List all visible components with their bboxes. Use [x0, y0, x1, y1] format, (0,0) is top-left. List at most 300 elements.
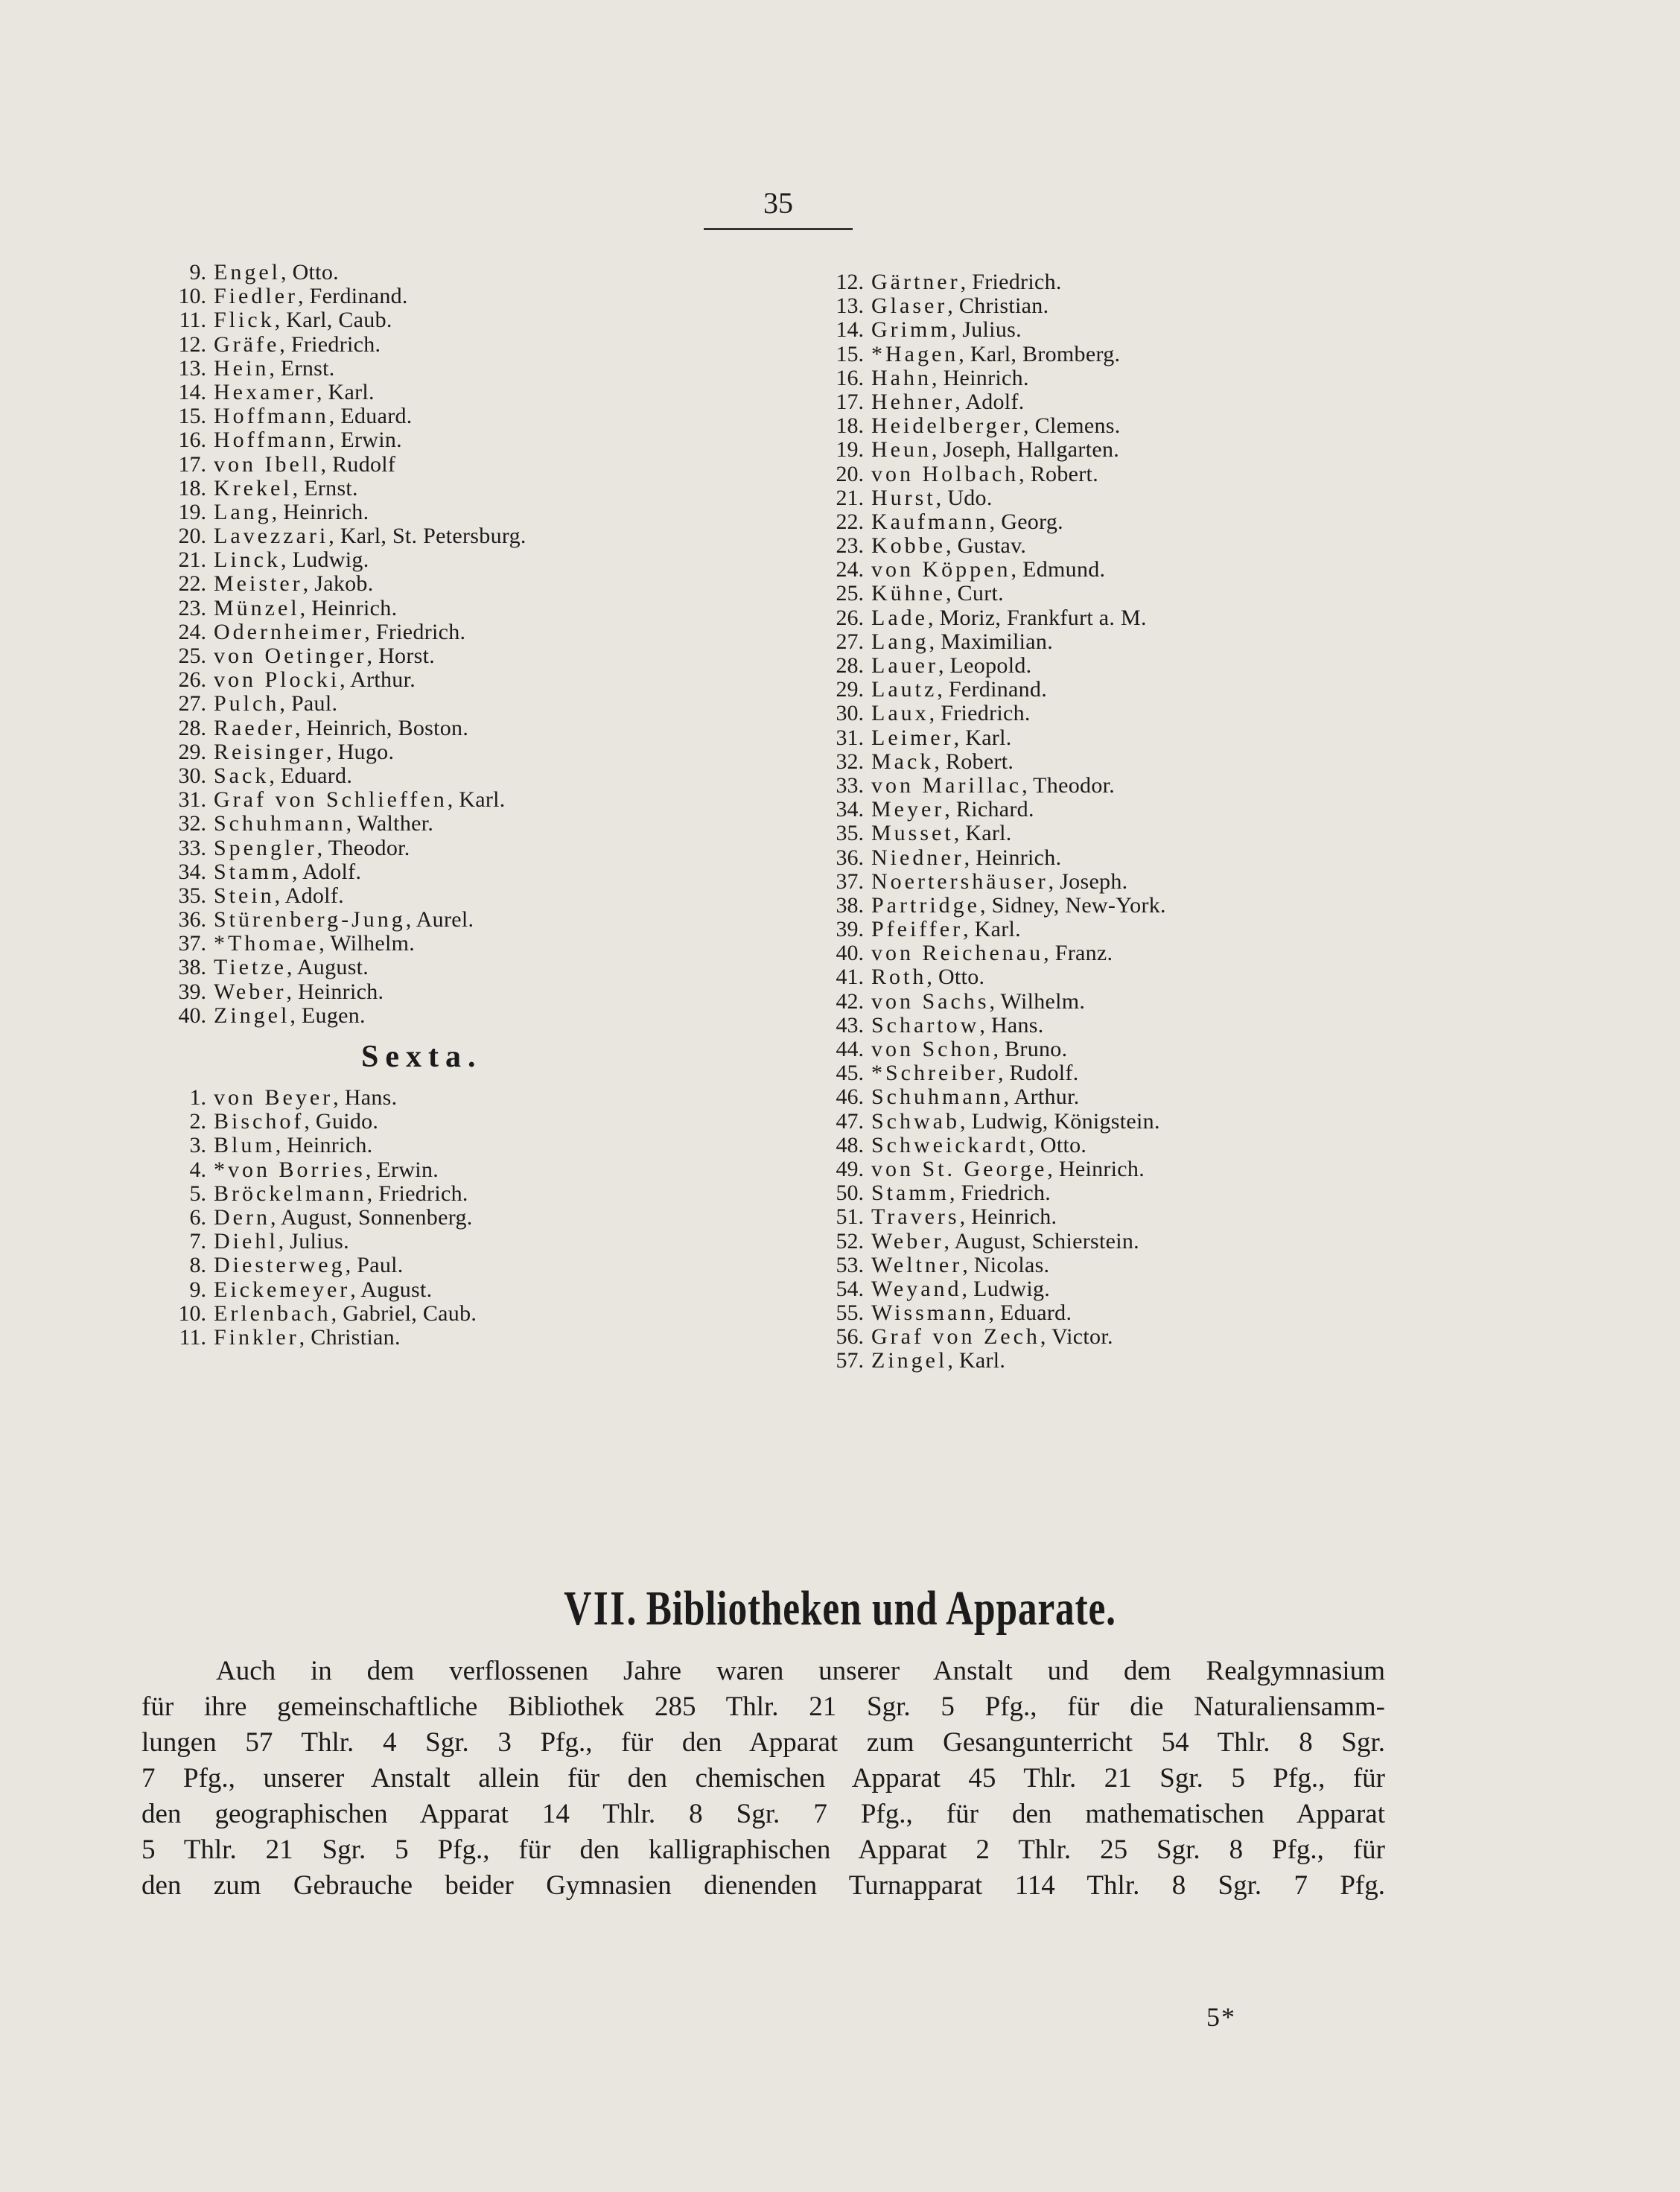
student-details: , Hugo.	[325, 739, 395, 764]
student-name: Hoffmann	[214, 404, 329, 429]
student-details: , Christian.	[299, 1324, 401, 1350]
item-number: 1.	[189, 1085, 206, 1110]
student-name: von Plocki	[214, 667, 340, 693]
student-name: Dern	[214, 1204, 270, 1230]
student-details: , Joseph.	[1048, 868, 1128, 894]
item-number: 14.	[178, 379, 206, 404]
left-column	[145, 261, 801, 1350]
student-details: , Robert.	[1019, 461, 1098, 486]
item-number: 15.	[836, 341, 864, 366]
list-item	[813, 510, 1528, 534]
item-number: 37.	[836, 868, 864, 894]
item-number: 37.	[178, 931, 206, 956]
list-item	[813, 726, 1528, 750]
student-name: Stamm	[214, 859, 293, 884]
student-name: Hehner	[871, 389, 955, 414]
section-roman-numeral: VII.	[564, 1581, 638, 1636]
list-item	[145, 956, 801, 979]
list-item	[813, 558, 1528, 582]
item-number: 26.	[836, 605, 864, 630]
student-details: , Clemens.	[1023, 413, 1121, 439]
student-name: Roth	[871, 965, 927, 990]
item-number: 11.	[179, 308, 206, 333]
student-details: , Heinrich, Boston.	[294, 715, 469, 740]
body-line: den zum Gebrauche beider Gymnasien dienenden Turnapparat 114 Thlr. 8 Sgr. 7 Pfg.	[141, 1870, 1385, 1901]
student-name: Eickemeyer	[214, 1277, 351, 1302]
student-details: , Bruno.	[993, 1037, 1068, 1061]
list-item	[145, 453, 801, 477]
student-name: Kühne	[871, 581, 946, 606]
item-number: 12.	[178, 331, 206, 357]
student-details: , Karl.	[447, 787, 506, 813]
list-item	[813, 630, 1528, 654]
student-name: Leimer	[871, 725, 954, 750]
student-name: Linck	[214, 547, 281, 573]
student-name: Hurst	[871, 485, 936, 510]
list-item	[813, 1061, 1528, 1085]
list-item	[813, 390, 1528, 414]
item-number: 49.	[836, 1156, 864, 1181]
item-number: 24.	[178, 619, 206, 644]
list-item	[145, 1278, 801, 1302]
list-item	[145, 1110, 801, 1134]
item-number: 29.	[178, 739, 206, 764]
list-item	[145, 932, 801, 956]
item-number: 10.	[178, 1300, 206, 1326]
student-details: , Curt.	[945, 581, 1004, 606]
student-details: , Eduard.	[988, 1300, 1072, 1326]
student-name: Noertershäuser	[871, 868, 1049, 894]
item-number: 38.	[178, 955, 206, 980]
body-line: lungen 57 Thlr. 4 Sgr. 3 Pfg., für den Apparat zum Gesangunterricht 54 Thlr. 8 Sgr.	[141, 1727, 1385, 1758]
item-number: 31.	[178, 787, 206, 813]
student-details: , Paul.	[279, 691, 338, 717]
item-number: 45.	[836, 1061, 864, 1086]
student-details: , Christian.	[947, 293, 1049, 319]
item-number: 23.	[836, 533, 864, 559]
student-details: , Edmund.	[1011, 557, 1106, 582]
list-item	[813, 1085, 1528, 1109]
section-title	[185, 1581, 1495, 1637]
quinta-list-continued	[145, 261, 801, 1028]
item-number: 2.	[189, 1109, 206, 1134]
item-number: 43.	[836, 1012, 864, 1038]
item-number: 36.	[836, 845, 864, 870]
list-item	[145, 1182, 801, 1206]
item-number: 17.	[836, 389, 864, 414]
item-number: 32.	[178, 811, 206, 836]
list-item	[813, 965, 1528, 989]
student-details: , Julius.	[278, 1229, 349, 1254]
item-number: 9.	[189, 1277, 206, 1302]
student-name: Lade	[871, 605, 928, 630]
item-number: 19.	[836, 437, 864, 463]
list-item	[813, 1205, 1528, 1229]
student-details: , Erwin.	[365, 1157, 439, 1182]
list-item	[145, 884, 801, 908]
list-item	[145, 980, 801, 1004]
student-details: , Richard.	[944, 797, 1034, 822]
list-item	[813, 990, 1528, 1014]
item-number: 56.	[836, 1324, 864, 1350]
list-item	[813, 918, 1528, 941]
section-heading: Bibliotheken und Apparate.	[646, 1581, 1116, 1636]
student-details: , Wilhelm.	[319, 931, 416, 956]
item-number: 41.	[836, 965, 864, 990]
student-details: , Hans.	[333, 1085, 398, 1110]
list-item	[145, 620, 801, 644]
student-details: , Theodor.	[1022, 772, 1116, 798]
student-name: von Schon	[871, 1037, 993, 1061]
student-name: Diehl	[214, 1229, 279, 1254]
student-name: Tietze	[214, 955, 287, 980]
student-details: , Otto.	[926, 965, 985, 990]
list-item	[145, 692, 801, 716]
list-item	[145, 668, 801, 692]
student-details: , Franz.	[1043, 941, 1113, 966]
list-item	[813, 1230, 1528, 1254]
body-line: den geographischen Apparat 14 Thlr. 8 Sgr. 7 Pfg., für den mathematischen Apparat	[141, 1799, 1385, 1829]
student-name: Musset	[871, 821, 954, 846]
item-number: 3.	[189, 1133, 206, 1158]
item-number: 19.	[178, 499, 206, 524]
item-number: 52.	[836, 1228, 864, 1254]
student-details: , Horst.	[366, 644, 436, 668]
student-name: von Reichenau	[871, 941, 1044, 966]
item-number: 20.	[836, 461, 864, 486]
item-number: 16.	[836, 365, 864, 390]
item-number: 32.	[836, 749, 864, 774]
item-number: 22.	[178, 571, 206, 597]
item-number: 23.	[178, 595, 206, 620]
list-item	[813, 438, 1528, 462]
body-line: 5 Thlr. 21 Sgr. 5 Pfg., für den kalligraphischen Apparat 2 Thlr. 25 Sgr. 8 Pfg., für	[141, 1834, 1385, 1865]
list-item	[813, 678, 1528, 702]
student-details: , Moriz, Frankfurt a. M.	[927, 605, 1147, 630]
list-item	[145, 548, 801, 572]
item-number: 46.	[836, 1084, 864, 1110]
item-number: 39.	[836, 917, 864, 942]
item-number: 31.	[836, 725, 864, 750]
item-number: 29.	[836, 677, 864, 702]
student-name: Fiedler	[214, 284, 298, 309]
student-details: , August, Sonnenberg.	[270, 1204, 473, 1230]
list-item	[145, 404, 801, 428]
list-item	[145, 381, 801, 404]
student-name: Diesterweg	[214, 1253, 346, 1278]
student-details: , Julius.	[950, 317, 1022, 343]
student-name: Hexamer	[214, 379, 316, 404]
student-details: , Heinrich.	[959, 1204, 1057, 1230]
student-details: , August.	[286, 955, 369, 980]
student-details: , Georg.	[989, 509, 1063, 534]
student-details: , Adolf.	[292, 859, 362, 884]
list-item	[813, 798, 1528, 822]
sexta-list	[145, 1086, 801, 1350]
student-name: Gräfe	[214, 331, 280, 357]
student-name: *Schreiber	[871, 1061, 998, 1086]
student-name: von Köppen	[871, 557, 1011, 582]
item-number: 12.	[836, 270, 864, 294]
student-name: Graf von Zech	[871, 1324, 1040, 1350]
student-name: Hein	[214, 355, 270, 381]
list-item	[813, 750, 1528, 774]
student-name: Lang	[214, 499, 272, 524]
student-name: Glaser	[871, 293, 948, 319]
student-name: Stein	[214, 883, 275, 908]
student-name: *Hagen	[871, 341, 959, 366]
student-name: Niedner	[871, 845, 964, 870]
list-item	[145, 501, 801, 524]
list-item	[145, 1302, 801, 1326]
student-details: , Karl.	[963, 917, 1021, 942]
list-item	[145, 261, 801, 285]
body-line: für ihre gemeinschaftliche Bibliothek 285 Thlr. 21 Sgr. 5 Pfg., für die Naturaliensamm-	[141, 1691, 1385, 1722]
student-details: , Heinrich.	[931, 365, 1029, 390]
item-number: 8.	[189, 1253, 206, 1278]
student-name: Graf von Schlieffen	[214, 787, 448, 813]
student-name: von Holbach	[871, 461, 1019, 486]
student-details: , Heinrich.	[275, 1133, 373, 1158]
list-item	[813, 822, 1528, 845]
student-details: , Nicolas.	[962, 1252, 1050, 1277]
student-name: Lauer	[871, 653, 938, 678]
student-name: Heidelberger	[871, 413, 1024, 439]
list-item	[813, 414, 1528, 438]
student-name: Heun	[871, 437, 932, 463]
student-name: *von Borries	[214, 1157, 366, 1182]
list-item	[813, 870, 1528, 894]
item-number: 39.	[178, 979, 206, 1004]
student-name: Weyand	[871, 1276, 962, 1301]
item-number: 20.	[178, 524, 206, 549]
list-item	[145, 1326, 801, 1350]
student-name: Lang	[871, 629, 929, 654]
list-item	[813, 463, 1528, 486]
list-item	[813, 1254, 1528, 1277]
student-details: , Gustav.	[945, 533, 1027, 559]
list-item	[813, 606, 1528, 630]
student-name: Raeder	[214, 715, 295, 740]
item-number: 28.	[178, 715, 206, 740]
item-number: 21.	[836, 485, 864, 510]
student-name: Reisinger	[214, 739, 326, 764]
student-details: , Heinrich.	[299, 595, 398, 620]
student-details: , August, Schierstein.	[944, 1228, 1139, 1254]
sheet-signature: 5*	[1206, 2002, 1236, 2032]
student-name: Hahn	[871, 365, 932, 390]
student-name: Blum	[214, 1133, 276, 1158]
student-name: Lavezzari	[214, 524, 329, 549]
list-item	[813, 1038, 1528, 1061]
student-name: Travers	[871, 1204, 960, 1230]
list-item	[813, 534, 1528, 558]
student-details: , Karl.	[947, 1348, 1006, 1373]
student-name: Spengler	[214, 835, 317, 860]
sexta-heading: Sexta.	[361, 1040, 483, 1074]
list-item	[145, 428, 801, 452]
student-details: , Aurel.	[405, 907, 474, 933]
student-details: , Ludwig, Königstein.	[959, 1108, 1160, 1134]
item-number: 11.	[179, 1324, 206, 1350]
student-details: , Gabriel, Caub.	[331, 1300, 477, 1326]
student-details: , Victor.	[1040, 1324, 1113, 1350]
list-item	[145, 572, 801, 596]
list-item	[145, 860, 801, 884]
body-line: 7 Pfg., unserer Anstalt allein für den chemischen Apparat 45 Thlr. 21 Sgr. 5 Pfg., für	[141, 1763, 1385, 1794]
item-number: 33.	[178, 835, 206, 860]
student-details: , Udo.	[935, 485, 993, 510]
student-name: Hoffmann	[214, 428, 329, 453]
student-details: , Ernst.	[269, 355, 335, 381]
item-number: 55.	[836, 1300, 864, 1326]
list-item	[813, 582, 1528, 606]
student-name: Gärtner	[871, 270, 961, 294]
student-name: von Beyer	[214, 1085, 334, 1110]
list-item	[145, 788, 801, 812]
student-name: Münzel	[214, 595, 300, 620]
student-name: Meister	[214, 571, 303, 597]
item-number: 34.	[178, 859, 206, 884]
student-name: von Marillac	[871, 772, 1022, 798]
item-number: 22.	[836, 509, 864, 534]
student-details: , Ernst.	[292, 475, 358, 501]
list-item	[813, 366, 1528, 390]
student-name: Weltner	[871, 1252, 963, 1277]
item-number: 5.	[189, 1181, 206, 1206]
student-name: Stamm	[871, 1181, 950, 1206]
list-item	[813, 1157, 1528, 1181]
item-number: 47.	[836, 1108, 864, 1134]
student-name: Engel	[214, 260, 281, 285]
list-item	[813, 774, 1528, 798]
student-details: , Maximilian.	[929, 629, 1054, 654]
item-number: 38.	[836, 892, 864, 918]
student-details: , Hans.	[979, 1012, 1044, 1038]
item-number: 30.	[836, 701, 864, 726]
student-details: , Walther.	[346, 811, 434, 836]
list-item	[145, 333, 801, 357]
student-details: , Adolf.	[274, 883, 344, 908]
student-name: Kobbe	[871, 533, 946, 559]
student-name: Zingel	[214, 1003, 290, 1028]
list-item	[813, 846, 1528, 870]
item-number: 18.	[836, 413, 864, 439]
student-details: , Friedrich.	[949, 1181, 1051, 1206]
student-details: , Ferdinand.	[297, 284, 408, 309]
list-item	[145, 836, 801, 860]
student-name: Schuhmann	[214, 811, 346, 836]
item-number: 13.	[836, 293, 864, 319]
student-details: , Joseph, Hallgarten.	[931, 437, 1120, 463]
list-item	[145, 597, 801, 620]
list-item	[145, 740, 801, 764]
list-item	[813, 1014, 1528, 1038]
student-details: , Arthur.	[340, 667, 416, 693]
student-details: , Friedrich.	[960, 270, 1062, 294]
item-number: 21.	[178, 547, 206, 573]
student-name: Weber	[871, 1228, 944, 1254]
student-name: Wissmann	[871, 1300, 989, 1326]
student-details: , Karl.	[316, 379, 375, 404]
student-details: , Heinrich.	[1047, 1156, 1145, 1181]
item-number: 17.	[178, 451, 206, 477]
list-item	[145, 908, 801, 932]
student-name: von St. George	[871, 1156, 1048, 1181]
body-line: Auch in dem verflossenen Jahre waren unserer Anstalt und dem Realgymnasium	[216, 1656, 1385, 1686]
student-name: Meyer	[871, 797, 945, 822]
student-details: , Ferdinand.	[937, 677, 1048, 702]
list-item	[813, 294, 1528, 318]
student-name: Pulch	[214, 691, 280, 717]
item-number: 26.	[178, 667, 206, 693]
item-number: 33.	[836, 772, 864, 798]
list-item	[145, 1158, 801, 1182]
item-number: 40.	[836, 941, 864, 966]
item-number: 48.	[836, 1132, 864, 1157]
student-details: , Karl, Caub.	[274, 308, 392, 333]
student-name: Sack	[214, 763, 270, 788]
student-details: , Karl.	[953, 725, 1012, 750]
student-details: , Otto.	[280, 260, 339, 285]
student-name: Schuhmann	[871, 1084, 1004, 1110]
sexta-list-continued	[813, 270, 1528, 1373]
student-name: Finkler	[214, 1324, 299, 1350]
student-details: , Guido.	[304, 1109, 379, 1134]
list-item	[813, 702, 1528, 725]
item-number: 25.	[178, 644, 206, 668]
list-item	[145, 285, 801, 308]
list-item	[813, 654, 1528, 678]
list-item	[813, 1134, 1528, 1157]
student-name: von Ibell	[214, 451, 321, 477]
student-name: Bischof	[214, 1109, 305, 1134]
item-number: 10.	[178, 284, 206, 309]
list-item	[145, 1254, 801, 1277]
student-details: , Sidney, New-York.	[979, 892, 1166, 918]
list-item	[145, 357, 801, 381]
page-number: 35	[763, 186, 793, 220]
student-name: Stürenberg-Jung	[214, 907, 406, 933]
student-details: , Friedrich.	[366, 1181, 468, 1206]
student-name: von Sachs	[871, 988, 990, 1014]
student-name: Lautz	[871, 677, 938, 702]
item-number: 6.	[189, 1204, 206, 1230]
student-name: Krekel	[214, 475, 293, 501]
student-details: , Heinrich.	[271, 499, 369, 524]
student-name: Zingel	[871, 1348, 948, 1373]
student-details: , Friedrich.	[929, 701, 1031, 726]
student-details: , Heinrich.	[964, 845, 1062, 870]
list-item	[813, 1110, 1528, 1134]
item-number: 35.	[178, 883, 206, 908]
student-details: , Karl, Bromberg.	[958, 341, 1121, 366]
item-number: 28.	[836, 653, 864, 678]
student-details: , Heinrich.	[286, 979, 384, 1004]
item-number: 14.	[836, 317, 864, 343]
list-item	[145, 1086, 801, 1110]
student-name: Laux	[871, 701, 929, 726]
list-item	[145, 644, 801, 668]
student-name: Schartow	[871, 1012, 980, 1038]
item-number: 35.	[836, 821, 864, 846]
list-item	[813, 1325, 1528, 1349]
student-name: Weber	[214, 979, 287, 1004]
item-number: 30.	[178, 763, 206, 788]
student-details: , Rudolf.	[997, 1061, 1079, 1086]
page-number-rule	[704, 228, 853, 230]
list-item	[145, 717, 801, 740]
